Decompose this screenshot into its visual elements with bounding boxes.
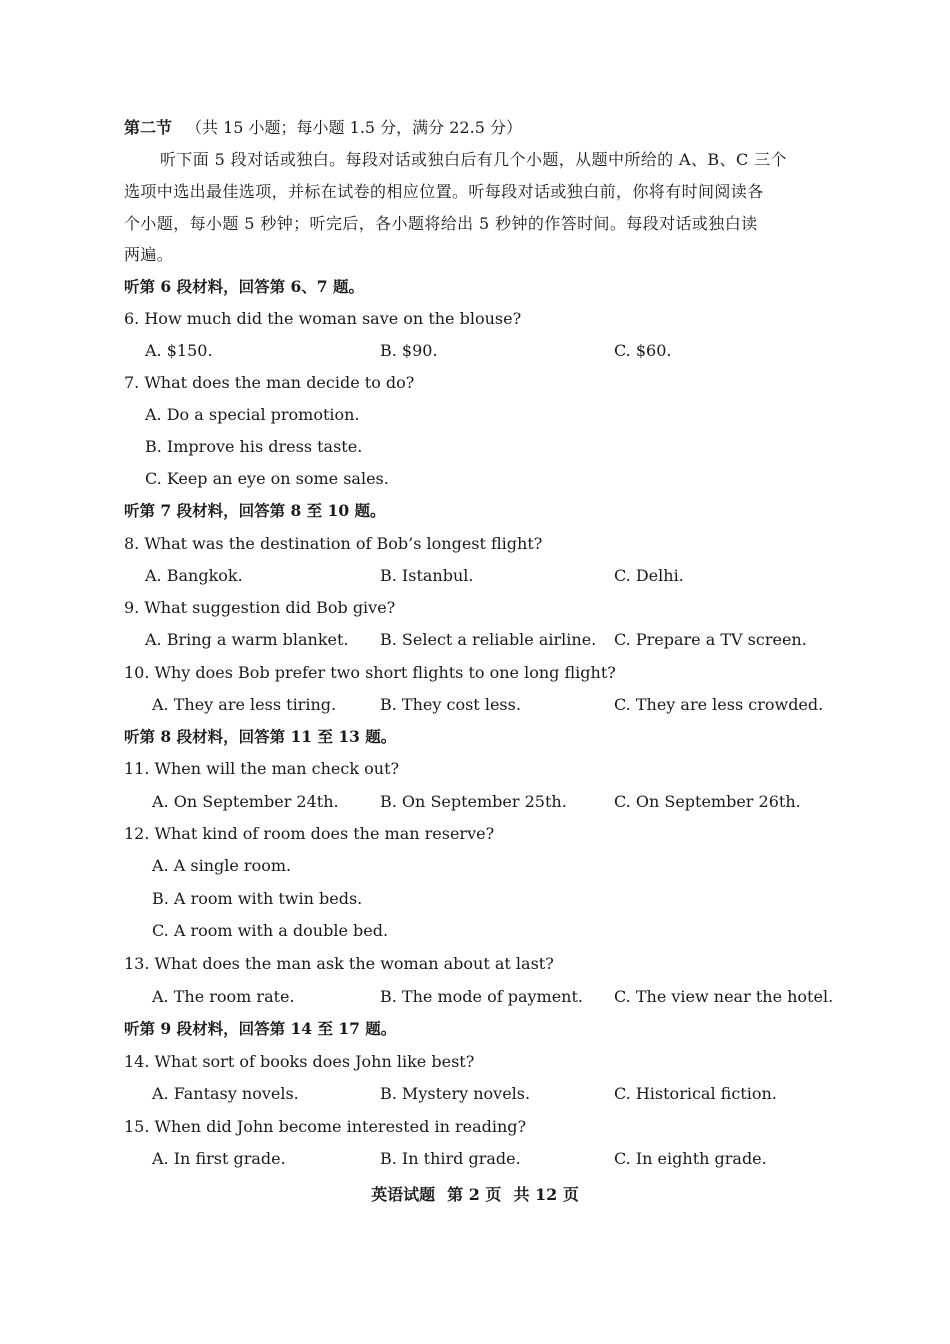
footer-subject: 英语试题 <box>371 1185 436 1204</box>
q14-option-a: A. Fantasy novels. <box>152 1084 299 1103</box>
q6-option-b: B. $90. <box>380 341 438 360</box>
footer-page-number: 第 2 页 <box>447 1185 502 1204</box>
question-14: 14. What sort of books does John like best? <box>124 1052 475 1071</box>
q15-option-a: A. In first grade. <box>152 1149 286 1168</box>
section-heading <box>124 117 522 139</box>
material-7-heading: 听第 7 段材料，回答第 8 至 10 题。 <box>124 501 386 520</box>
instruction-line-4: 两遍。 <box>124 245 174 264</box>
q7-option-a: A. Do a special promotion. <box>145 405 360 424</box>
q11-option-b: B. On September 25th. <box>380 792 567 811</box>
question-13: 13. What does the man ask the woman about at last? <box>124 954 554 973</box>
instruction-line-1: 听下面 5 段对话或独白。每段对话或独白后有几个小题，从题中所给的 A、B、C 三个 <box>160 150 787 169</box>
q9-option-c: C. Prepare a TV screen. <box>614 630 807 649</box>
instruction-line-3: 个小题，每小题 5 秒钟；听完后，各小题将给出 5 秒钟的作答时间。每段对话或独白读 <box>124 214 758 233</box>
q14-option-b: B. Mystery novels. <box>380 1084 531 1103</box>
footer-total-pages: 共 12 页 <box>513 1185 579 1204</box>
q6-option-c: C. $60. <box>614 341 672 360</box>
page-footer <box>0 1184 950 1206</box>
question-10: 10. Why does Bob prefer two short flights to one long flight? <box>124 663 616 682</box>
q9-option-b: B. Select a reliable airline. <box>380 630 597 649</box>
question-12: 12. What kind of room does the man reserve? <box>124 824 495 843</box>
material-8-heading: 听第 8 段材料，回答第 11 至 13 题。 <box>124 727 397 746</box>
question-11: 11. When will the man check out? <box>124 759 400 778</box>
section-subtitle: （共 15 小题；每小题 1.5 分，满分 22.5 分） <box>186 118 522 137</box>
q8-option-b: B. Istanbul. <box>380 566 474 585</box>
q10-option-b: B. They cost less. <box>380 695 521 714</box>
question-9: 9. What suggestion did Bob give? <box>124 598 396 617</box>
q13-option-a: A. The room rate. <box>152 987 295 1006</box>
material-6-heading: 听第 6 段材料，回答第 6、7 题。 <box>124 277 364 296</box>
question-6: 6. How much did the woman save on the blouse? <box>124 309 522 328</box>
q10-option-a: A. They are less tiring. <box>152 695 337 714</box>
q6-option-a: A. $150. <box>145 341 213 360</box>
q8-option-a: A. Bangkok. <box>145 566 243 585</box>
q12-option-c: C. A room with a double bed. <box>152 921 389 940</box>
q15-option-c: C. In eighth grade. <box>614 1149 767 1168</box>
q11-option-a: A. On September 24th. <box>152 792 339 811</box>
question-7: 7. What does the man decide to do? <box>124 373 415 392</box>
section-title: 第二节 <box>124 118 173 137</box>
q7-option-b: B. Improve his dress taste. <box>145 437 363 456</box>
material-9-heading: 听第 9 段材料，回答第 14 至 17 题。 <box>124 1019 397 1038</box>
q9-option-a: A. Bring a warm blanket. <box>145 630 349 649</box>
q15-option-b: B. In third grade. <box>380 1149 521 1168</box>
q13-option-c: C. The view near the hotel. <box>614 987 834 1006</box>
instruction-line-2: 选项中选出最佳选项，并标在试卷的相应位置。听每段对话或独白前，你将有时间阅读各 <box>124 182 764 201</box>
q14-option-c: C. Historical fiction. <box>614 1084 777 1103</box>
q12-option-a: A. A single room. <box>152 856 292 875</box>
q10-option-c: C. They are less crowded. <box>614 695 824 714</box>
q12-option-b: B. A room with twin beds. <box>152 889 363 908</box>
q13-option-b: B. The mode of payment. <box>380 987 583 1006</box>
question-8: 8. What was the destination of Bob’s longest flight? <box>124 534 543 553</box>
q7-option-c: C. Keep an eye on some sales. <box>145 469 389 488</box>
q11-option-c: C. On September 26th. <box>614 792 801 811</box>
q8-option-c: C. Delhi. <box>614 566 684 585</box>
question-15: 15. When did John become interested in reading? <box>124 1117 527 1136</box>
